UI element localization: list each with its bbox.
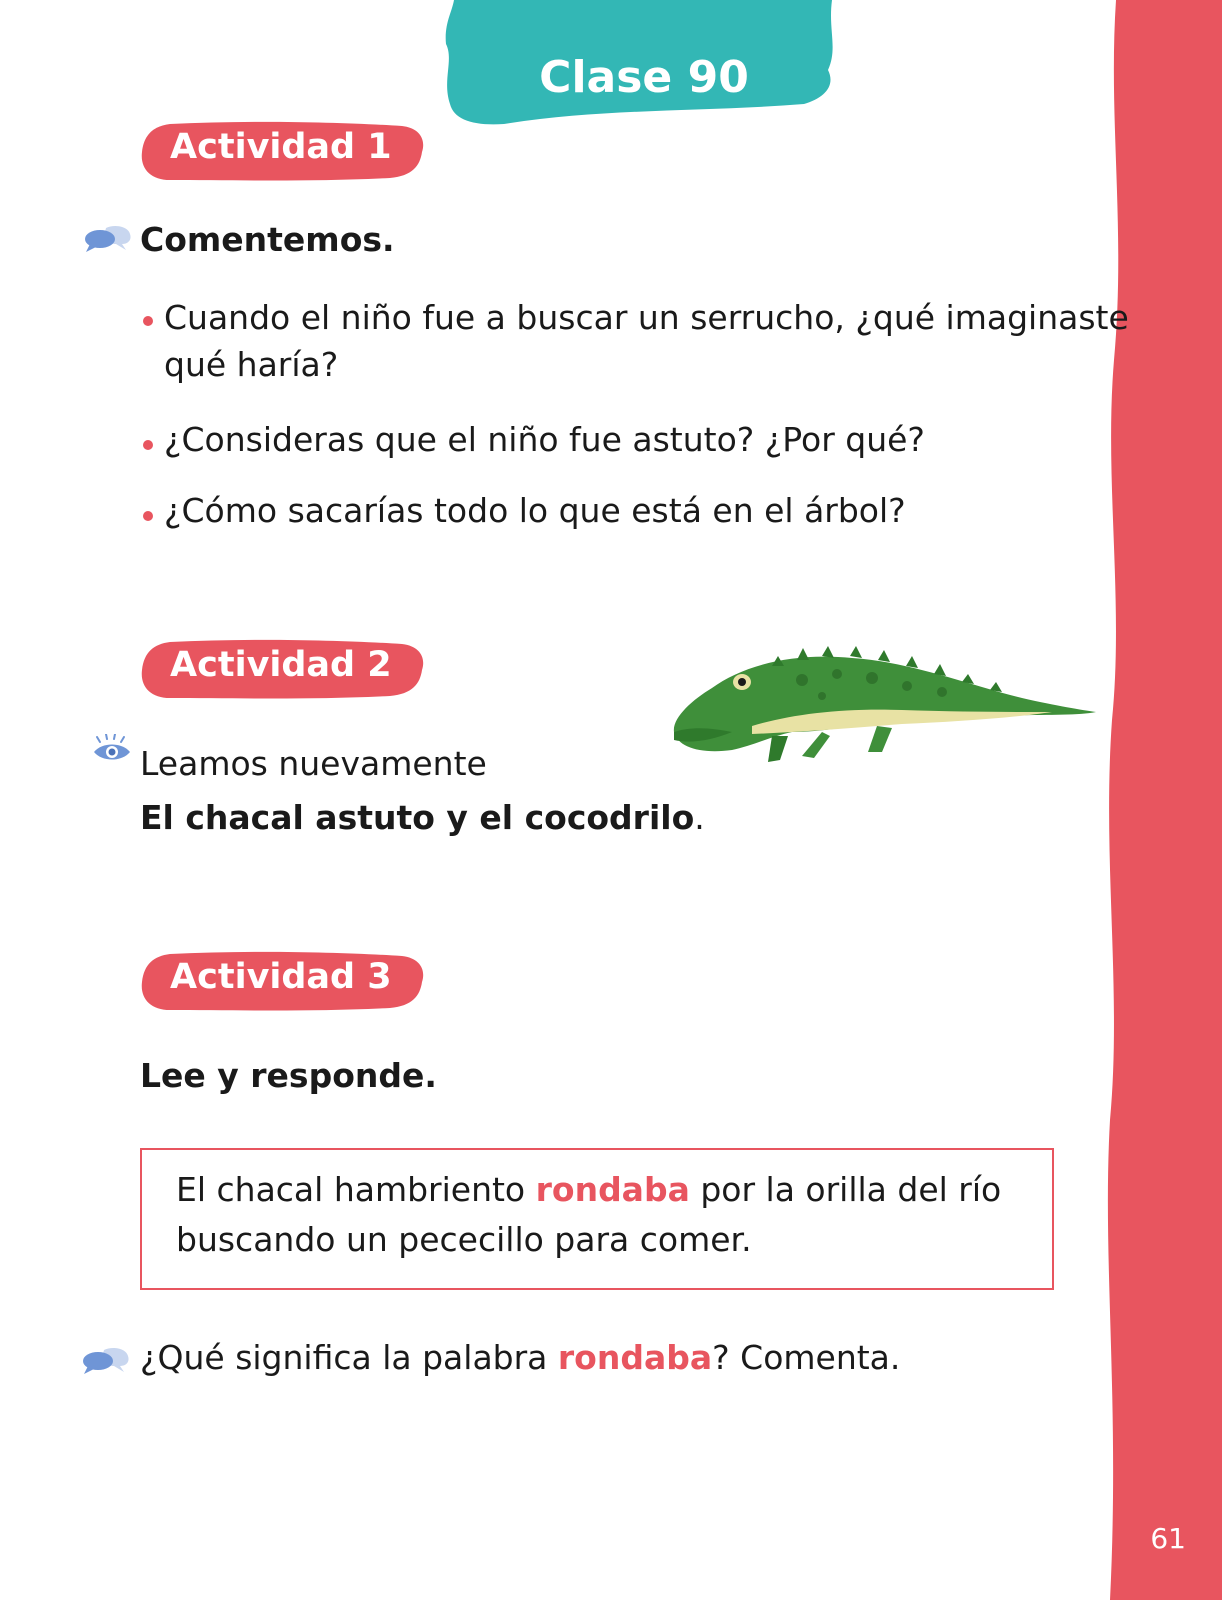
speech-bubbles-icon xyxy=(84,224,132,254)
question-text: ¿Qué significa la palabra xyxy=(140,1338,558,1377)
excerpt-line-1 xyxy=(176,1170,1001,1209)
activity-1-instruction: Comentemos. xyxy=(140,220,395,259)
class-title: Clase 90 xyxy=(539,52,749,103)
activity-1-label: Actividad 1 xyxy=(170,127,392,167)
activity-3-label: Actividad 3 xyxy=(170,957,392,997)
excerpt-highlight-word: rondaba xyxy=(535,1170,690,1209)
question-2: ¿Consideras que el niño fue astuto? ¿Por qué? xyxy=(164,420,925,459)
question-1-line-2: qué haría? xyxy=(164,345,339,384)
eye-icon xyxy=(92,734,132,764)
excerpt-line-2: buscando un pececillo para comer. xyxy=(176,1220,752,1259)
story-title-period: . xyxy=(694,798,705,837)
bullet xyxy=(143,440,153,450)
story-title: El chacal astuto y el cocodrilo xyxy=(140,798,695,837)
side-decorative-stripe xyxy=(1102,0,1222,1600)
speech-bubbles-icon xyxy=(82,1346,130,1376)
activity-3-badge xyxy=(140,948,426,1014)
activity-2-instruction: Leamos nuevamente xyxy=(140,744,487,783)
activity-2-badge xyxy=(140,636,426,702)
page-number: 61 xyxy=(1150,1522,1186,1555)
crocodile-illustration xyxy=(672,636,1102,766)
story-title-line xyxy=(140,798,705,837)
question-text: ? Comenta. xyxy=(712,1338,901,1377)
excerpt-text: El chacal hambriento xyxy=(176,1170,536,1209)
bullet xyxy=(143,511,153,521)
question-3: ¿Cómo sacarías todo lo que está en el árbol? xyxy=(164,491,906,530)
activity-1-badge xyxy=(140,118,426,184)
activity-3-instruction: Lee y responde. xyxy=(140,1056,437,1095)
excerpt-box xyxy=(140,1148,1054,1290)
excerpt-text: por la orilla del río xyxy=(689,1170,1002,1209)
bullet xyxy=(143,316,153,326)
activity-3-question xyxy=(140,1338,900,1377)
question-highlight-word: rondaba xyxy=(557,1338,713,1377)
activity-2-label: Actividad 2 xyxy=(170,645,392,685)
question-1-line-1: Cuando el niño fue a buscar un serrucho, ¿qué imaginaste xyxy=(164,298,1129,337)
